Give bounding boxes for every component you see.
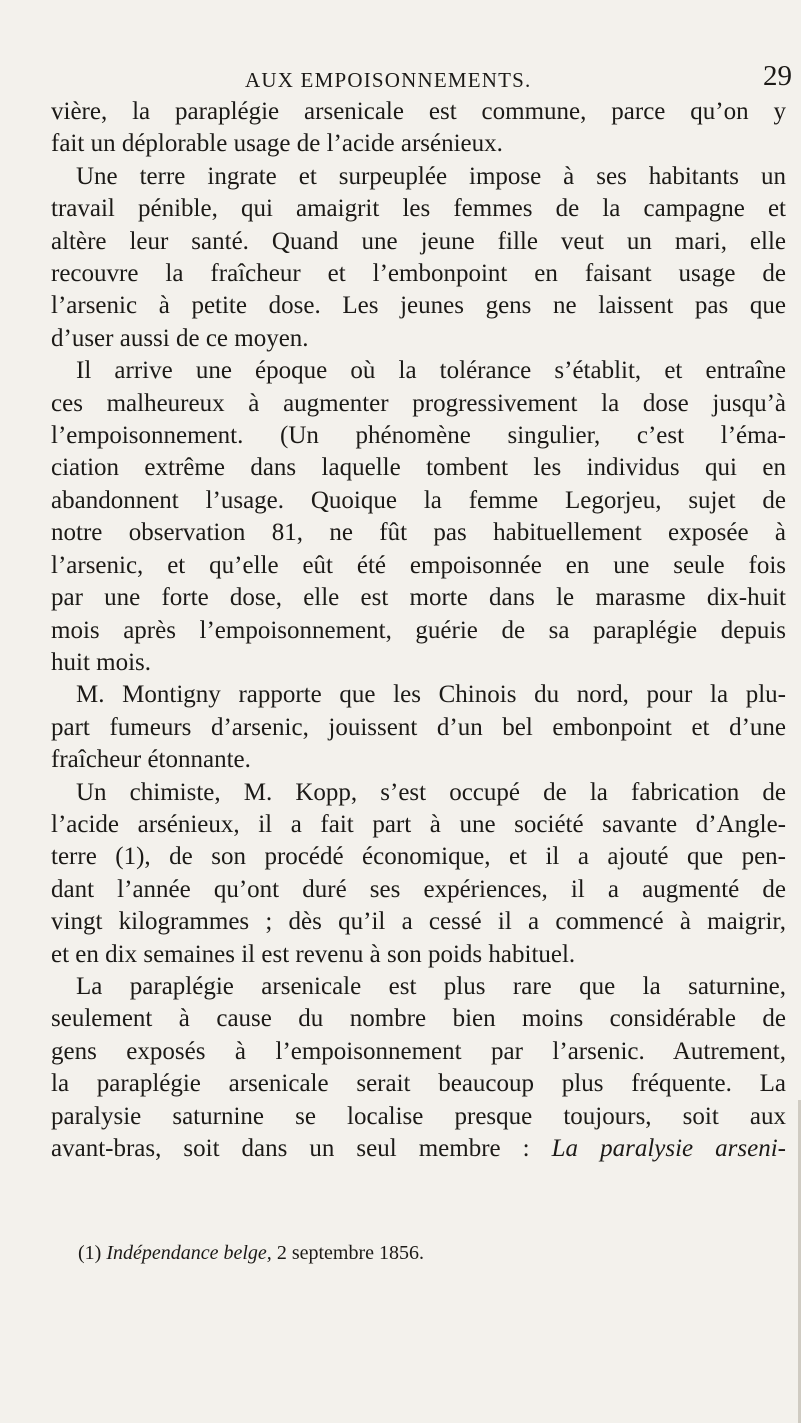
text-line: huit mois.	[51, 648, 152, 676]
text-line: terre (1), de son procédé économique, et il a ajouté que pen-	[51, 843, 786, 871]
text-line: l’acide arsénieux, il a fait part à une société savante d’Angle-	[51, 810, 786, 838]
text-line: fait un déplorable usage de l’acide arsénieux.	[51, 130, 503, 158]
text-line: paralysie saturnine se localise presque toujours, soit aux	[51, 1102, 786, 1130]
text-line: part fumeurs d’arsenic, jouissent d’un bel embonpoint et d’une	[51, 713, 786, 741]
text-line: M. Montigny rapporte que les Chinois du nord, pour la plu-	[76, 681, 786, 709]
text-line: La paraplégie arsenicale est plus rare que la saturnine,	[76, 972, 786, 1000]
text-line: vingt kilogrammes ; dès qu’il a cessé il a commencé à maigrir,	[51, 908, 786, 936]
text-line: l’arsenic à petite dose. Les jeunes gens ne laissent pas que	[51, 292, 786, 320]
body-text	[51, 96, 786, 1165]
text-line: et en dix semaines il est revenu à son poids habituel.	[51, 940, 576, 968]
text-line: Un chimiste, M. Kopp, s’est occupé de la fabrication de	[76, 778, 786, 806]
running-head: AUX EMPOISONNEMENTS.	[245, 68, 532, 92]
text-line: fraîcheur étonnante.	[51, 746, 251, 774]
text-line: travail pénible, qui amaigrit les femmes de la campagne et	[51, 195, 786, 223]
text-line: Une terre ingrate et surpeuplée impose à ses habitants un	[76, 162, 786, 190]
text-line: d’user aussi de ce moyen.	[51, 324, 309, 352]
text-line: abandonnent l’usage. Quoique la femme Legorjeu, sujet de	[51, 486, 786, 514]
text-line: la paraplégie arsenicale serait beaucoup plus fréquente. La	[51, 1070, 786, 1098]
text-line: notre observation 81, ne fût pas habituellement exposée à	[51, 519, 786, 547]
text-line: recouvre la fraîcheur et l’embonpoint en faisant usage de	[51, 260, 786, 288]
text-line-start: avant-bras, soit dans un seul membre :	[51, 1135, 530, 1162]
text-line: par une forte dose, elle est morte dans le marasme dix-huit	[51, 584, 786, 612]
text-line: vière, la paraplégie arsenicale est commune, parce qu’on y	[51, 98, 786, 125]
text-line: mois après l’empoisonnement, guérie de sa paraplégie depuis	[51, 616, 786, 644]
text-line: altère leur santé. Quand une jeune fille veut un mari, elle	[51, 227, 786, 255]
page-number: 29	[763, 60, 792, 92]
text-line: Il arrive une époque où la tolérance s’établit, et entraîne	[76, 357, 786, 385]
footnote	[78, 1242, 424, 1265]
text-line: dant l’année qu’ont duré ses expériences, il a augmenté de	[51, 875, 786, 903]
text-line: l’empoisonnement. (Un phénomène singulier, c’est l’éma-	[51, 422, 786, 450]
text-line: gens exposés à l’empoisonnement par l’arsenic. Autrement,	[51, 1037, 786, 1065]
text-line: ciation extrême dans laquelle tombent les individus qui en	[51, 454, 786, 482]
italic-phrase: La paralysie arseni-	[551, 1135, 786, 1162]
text-line-final	[51, 1133, 786, 1165]
text-line: seulement à cause du nombre bien moins considérable de	[51, 1005, 786, 1033]
footnote-marker: (1)	[78, 1242, 102, 1264]
footnote-source: Indépendance belge,	[106, 1242, 272, 1264]
text-line: ces malheureux à augmenter progressivement la dose jusqu’à	[51, 389, 786, 417]
text-line: l’arsenic, et qu’elle eût été empoisonnée en une seule fois	[51, 551, 786, 579]
footnote-date: 2 septembre 1856.	[276, 1242, 424, 1264]
